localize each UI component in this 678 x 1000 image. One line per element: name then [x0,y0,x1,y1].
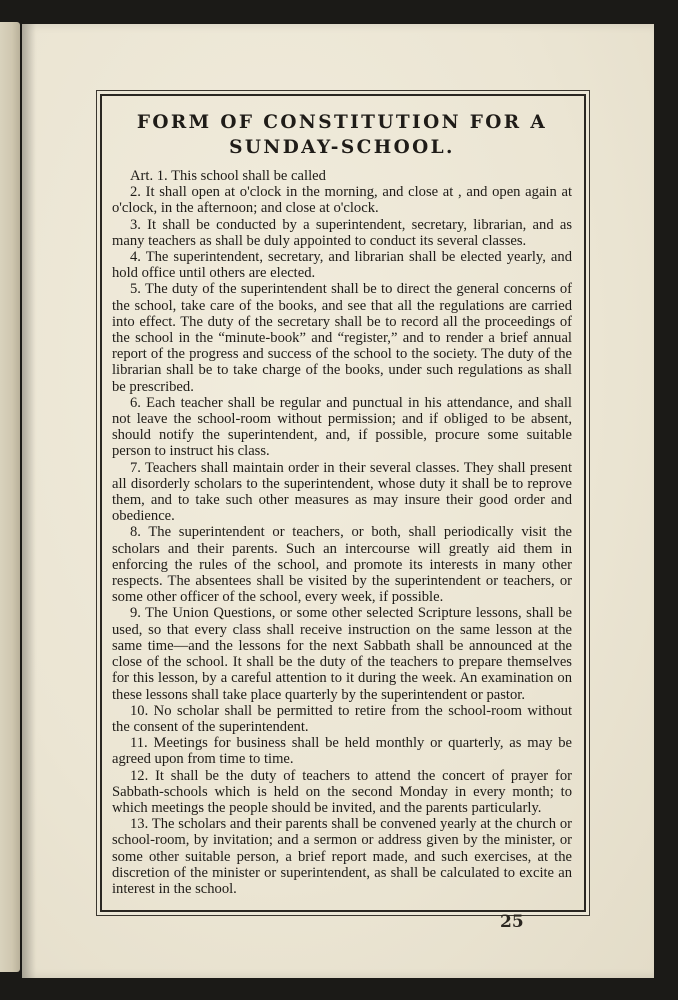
article-11: 11. Meetings for business shall be held monthly or quarterly, as may be agreed upon from time to time. [112,735,572,768]
page-number: 25 [500,912,524,932]
constitution-articles [112,168,572,897]
article-12: 12. It shall be the duty of teachers to attend the concert of prayer for Sabbath-schools which is held on the second Monday in every month; to which meetings the people should be invited, and the parents particularly. [112,767,572,816]
article-2: 2. It shall open at o'clock in the morning, and close at , and open again at o'clock, in the afternoon; and close at o'clock. [112,184,572,217]
article-13: 13. The scholars and their parents shall be convened yearly at the church or school-room, by invitation; and a sermon or address given by the minister, or some other suitable person, a brief report made, and such exercises, at the discretion of the minister or superintendent, as shall be calculated to excite an interest in the school. [112,816,572,897]
article-8: 8. The superintendent or teachers, or both, shall periodically visit the scholars and their parents. Such an intercourse will greatly aid them in enforcing the rules of the school, and promote its interests in many other respects. The absentees shall be visited by the superintendent or teachers, or some other officer of the school, every week, if possible. [112,524,572,606]
article-7: 7. Teachers shall maintain order in their several classes. They shall present all disorderly scholars to the superintendent, whose duty it shall be to reprove them, and to take such other measures as may insure their good order and obedience. [112,459,572,525]
article-5: 5. The duty of the superintendent shall be to direct the general concerns of the school, take care of the books, and see that all the regulations are carried into effect. The duty of the secretary shall be to record all the proceedings of the school in the “minute-book” and “register,” and to render a brief annual report of the progress and success of the school to the society. The duty of the librarian shall be to take charge of the books, under such regulations as shall be prescribed. [112,281,572,395]
title-line-2: SUNDAY-SCHOOL. [229,137,455,158]
page-content [112,110,572,902]
article-10: 10. No scholar shall be permitted to retire from the school-room without the consent of the superintendent. [112,702,572,735]
title-line-1: FORM OF CONSTITUTION FOR A [136,112,548,133]
facing-page-edge [0,22,20,972]
article-1: Art. 1. This school shall be called [130,168,326,184]
article-3: 3. It shall be conducted by a superintendent, secretary, librarian, and as many teachers as shall be duly appointed to conduct its several classes. [112,216,572,249]
article-6: 6. Each teacher shall be regular and punctual in his attendance, and shall not leave the school-room without permission; and if obliged to be absent, should notify the superintendent, and, if possible, procure some suitable person to instruct his class. [112,394,572,460]
page-title [112,110,572,160]
article-4: 4. The superintendent, secretary, and librarian shall be elected yearly, and hold office until others are elected. [112,249,572,282]
article-9: 9. The Union Questions, or some other selected Scripture lessons, shall be used, so that every class shall receive instruction on the same lesson at the same time—and the lessons for the next Sabbath shall be announced at the close of the school. It shall be the duty of the teachers to prepare themselves for this lesson, by a careful attention to it during the week. An examination on these lessons shall take place quarterly by the superintendent or pastor. [112,605,572,703]
page-gutter-shadow [22,24,36,978]
